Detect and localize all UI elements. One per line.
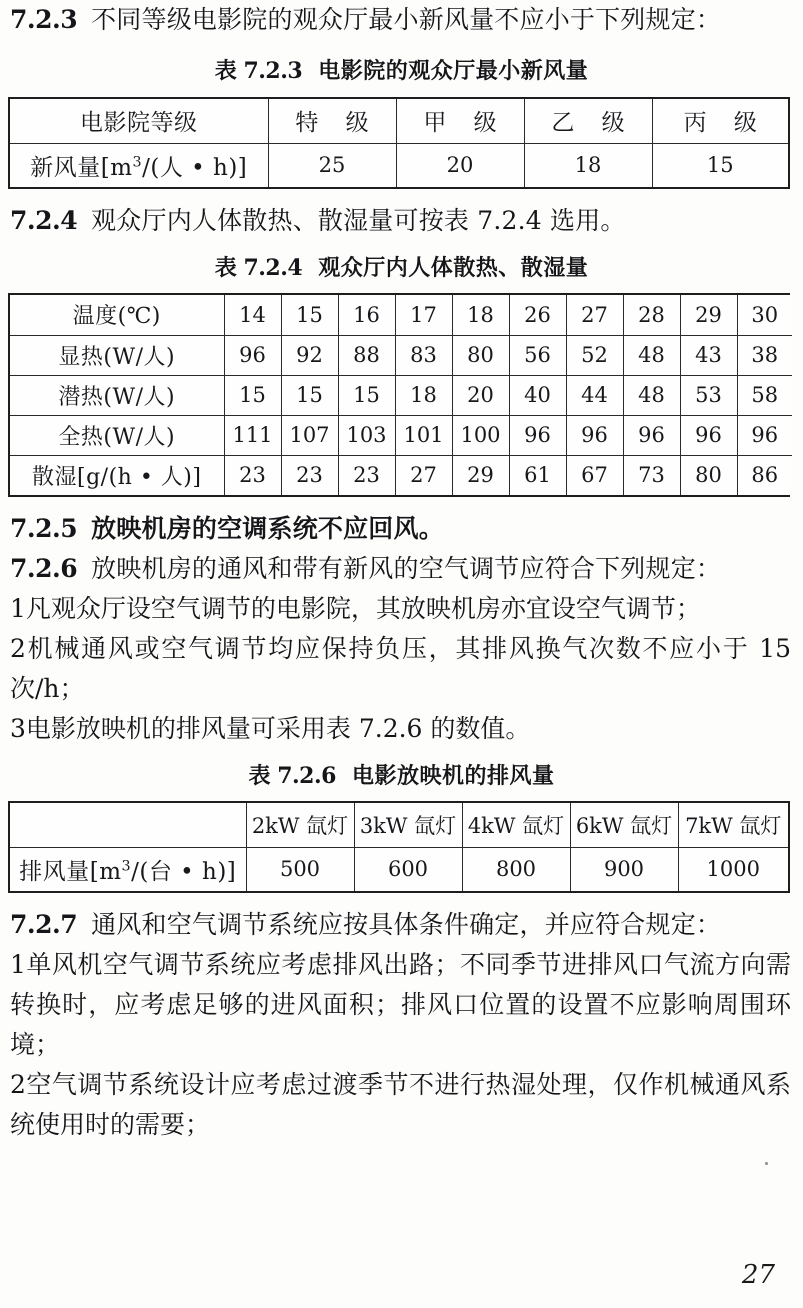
table-row [10, 375, 792, 415]
cell-header-grade-bing: 丙 级 [652, 99, 788, 143]
cell-value: 96 [623, 415, 680, 455]
cell-value: 25 [268, 143, 396, 187]
clause-number: 7.2.7 [10, 910, 78, 939]
cell-row-label-sensible-heat: 显热(W/人) [10, 335, 224, 375]
table-caption-title: 电影放映机的排风量 [351, 763, 555, 789]
cell-value: 18 [452, 295, 509, 335]
clause-7-2-5 [0, 509, 803, 549]
cell-value: 1000 [678, 847, 788, 891]
cell-row-label-temperature: 温度(℃) [10, 295, 224, 335]
table-7-2-6 [8, 801, 790, 893]
table-row [10, 847, 788, 891]
cell-value: 80 [452, 335, 509, 375]
cell-value: 100 [452, 415, 509, 455]
cell-value: 18 [524, 143, 652, 187]
cell-value: 15 [224, 375, 281, 415]
cell-value: 107 [281, 415, 338, 455]
cell-value: 48 [623, 375, 680, 415]
cell-header-lamp-2kw: 2kW 氙灯 [246, 803, 354, 847]
cell-header-lamp-4kw: 4kW 氙灯 [462, 803, 570, 847]
cell-value: 73 [623, 455, 680, 495]
cell-value: 86 [737, 455, 792, 495]
cell-value: 900 [570, 847, 678, 891]
cell-value: 96 [680, 415, 737, 455]
cell-header-lamp-3kw: 3kW 氙灯 [354, 803, 462, 847]
table-row [10, 99, 788, 143]
spacer [0, 241, 803, 251]
cell-value: 111 [224, 415, 281, 455]
clause-7-2-7-item-2 [0, 1065, 803, 1145]
table-7-2-4 [8, 293, 790, 497]
spacer [0, 189, 803, 201]
cell-header-lamp-7kw: 7kW 氙灯 [678, 803, 788, 847]
cell-value: 96 [737, 415, 792, 455]
table-caption-7-2-4 [0, 251, 803, 285]
cell-row-label-fresh-air: 新风量[$m^3/$(人 • h)] [10, 143, 268, 187]
clause-7-2-3 [0, 0, 803, 40]
table-7-2-3 [8, 97, 790, 189]
clause-text: 通风和空气调节系统应按具体条件确定，并应符合规定： [91, 910, 722, 939]
cell-header-grade-label: 电影院等级 [10, 99, 268, 143]
cell-value: 17 [395, 295, 452, 335]
spacer [0, 749, 803, 759]
table-caption-label: 表 7.2.3 [214, 58, 303, 84]
cell-value: 23 [224, 455, 281, 495]
spacer [0, 893, 803, 905]
cell-value: 40 [509, 375, 566, 415]
cell-value: 48 [623, 335, 680, 375]
cell-value: 14 [224, 295, 281, 335]
clause-text: 放映机房的通风和带有新风的空气调节应符合下列规定： [91, 554, 722, 583]
cell-header-lamp-6kw: 6kW 氙灯 [570, 803, 678, 847]
cell-value: 30 [737, 295, 792, 335]
table-caption-7-2-6 [0, 759, 803, 793]
cell-value: 67 [566, 455, 623, 495]
cell-header-grade-jia: 甲 级 [396, 99, 524, 143]
clause-7-2-6-item-1 [0, 589, 803, 629]
cell-row-label-latent-heat: 潜热(W/人) [10, 375, 224, 415]
table-caption-title: 电影院的观众厅最小新风量 [318, 58, 589, 84]
cell-row-label-moisture: 散湿[g/(h • 人)] [10, 455, 224, 495]
clause-number: 7.2.5 [10, 514, 78, 543]
table-row [10, 143, 788, 187]
item-number: 2 [10, 1070, 26, 1099]
cell-value: 27 [395, 455, 452, 495]
scan-speck [765, 1162, 768, 1165]
clause-7-2-7 [0, 905, 803, 945]
cell-header-grade-yi: 乙 级 [524, 99, 652, 143]
cell-value: 44 [566, 375, 623, 415]
item-number: 1 [10, 594, 26, 623]
table-row [10, 335, 792, 375]
cell-value: 96 [224, 335, 281, 375]
item-text: 机械通风或空气调节均应保持负压，其排风换气次数不应小于 15 次/h； [10, 634, 791, 703]
cell-value: 38 [737, 335, 792, 375]
cell-value: 15 [338, 375, 395, 415]
cell-value: 28 [623, 295, 680, 335]
clause-text: 不同等级电影院的观众厅最小新风量不应小于下列规定： [91, 5, 722, 34]
clause-number: 7.2.3 [10, 5, 78, 34]
cell-value: 92 [281, 335, 338, 375]
cell-value: 96 [566, 415, 623, 455]
table-caption-label: 表 7.2.6 [248, 763, 336, 789]
cell-value: 23 [281, 455, 338, 495]
cell-value: 43 [680, 335, 737, 375]
cell-value: 20 [396, 143, 524, 187]
item-number: 1 [10, 950, 26, 979]
cell-header-grade-te: 特 级 [268, 99, 396, 143]
clause-7-2-6-item-3 [0, 709, 803, 749]
page-number: 27 [741, 1260, 775, 1290]
cell-value: 20 [452, 375, 509, 415]
cell-value: 83 [395, 335, 452, 375]
item-text: 凡观众厅设空气调节的电影院，其放映机房亦宜设空气调节； [25, 594, 701, 623]
cell-value: 29 [452, 455, 509, 495]
cell-value: 800 [462, 847, 570, 891]
table-row [10, 803, 788, 847]
spacer [0, 497, 803, 509]
table-caption-7-2-3 [0, 54, 803, 88]
cell-value: 27 [566, 295, 623, 335]
cell-value: 26 [509, 295, 566, 335]
item-number: 3 [10, 714, 26, 743]
item-text: 单风机空气调节系统应考虑排风出路；不同季节进排风口气流方向需转换时，应考虑足够的进风面积；排风口位置的设置不应影响周围环境； [10, 950, 791, 1059]
cell-value: 96 [509, 415, 566, 455]
cell-value: 53 [680, 375, 737, 415]
cell-value: 101 [395, 415, 452, 455]
clause-7-2-4 [0, 201, 803, 241]
item-text: 空气调节系统设计应考虑过渡季节不进行热湿处理，仅作机械通风系统使用时的需要； [10, 1070, 791, 1139]
clause-text: 放映机房的空调系统不应回风。 [91, 514, 444, 543]
clause-text: 观众厅内人体散热、散湿量可按表 7.2.4 选用。 [91, 206, 626, 235]
cell-value: 88 [338, 335, 395, 375]
cell-value: 52 [566, 335, 623, 375]
cell-value: 56 [509, 335, 566, 375]
cell-row-label-exhaust-air: 排风量[$m^3/$(台 • h)] [10, 847, 246, 891]
table-row [10, 455, 792, 495]
table-caption-label: 表 7.2.4 [214, 255, 303, 281]
clause-7-2-7-item-1 [0, 945, 803, 1065]
cell-value: 18 [395, 375, 452, 415]
cell-value: 23 [338, 455, 395, 495]
cell-value: 15 [281, 375, 338, 415]
item-text: 电影放映机的排风量可采用表 7.2.6 的数值。 [25, 714, 531, 743]
cell-value: 58 [737, 375, 792, 415]
cell-value: 600 [354, 847, 462, 891]
table-row [10, 415, 792, 455]
table-caption-title: 观众厅内人体散热、散湿量 [318, 255, 589, 281]
cell-value: 16 [338, 295, 395, 335]
clause-7-2-6 [0, 549, 803, 589]
clause-number: 7.2.4 [10, 206, 78, 235]
table-row [10, 295, 792, 335]
cell-value: 15 [652, 143, 788, 187]
cell-value: 61 [509, 455, 566, 495]
clause-number: 7.2.6 [10, 554, 78, 583]
item-number: 2 [10, 634, 26, 663]
clause-7-2-6-item-2 [0, 629, 803, 709]
cell-row-label-total-heat: 全热(W/人) [10, 415, 224, 455]
cell-value: 103 [338, 415, 395, 455]
cell-value: 15 [281, 295, 338, 335]
cell-value: 29 [680, 295, 737, 335]
cell-value: 500 [246, 847, 354, 891]
spacer [0, 40, 803, 54]
cell-header-blank [10, 803, 246, 847]
cell-value: 80 [680, 455, 737, 495]
